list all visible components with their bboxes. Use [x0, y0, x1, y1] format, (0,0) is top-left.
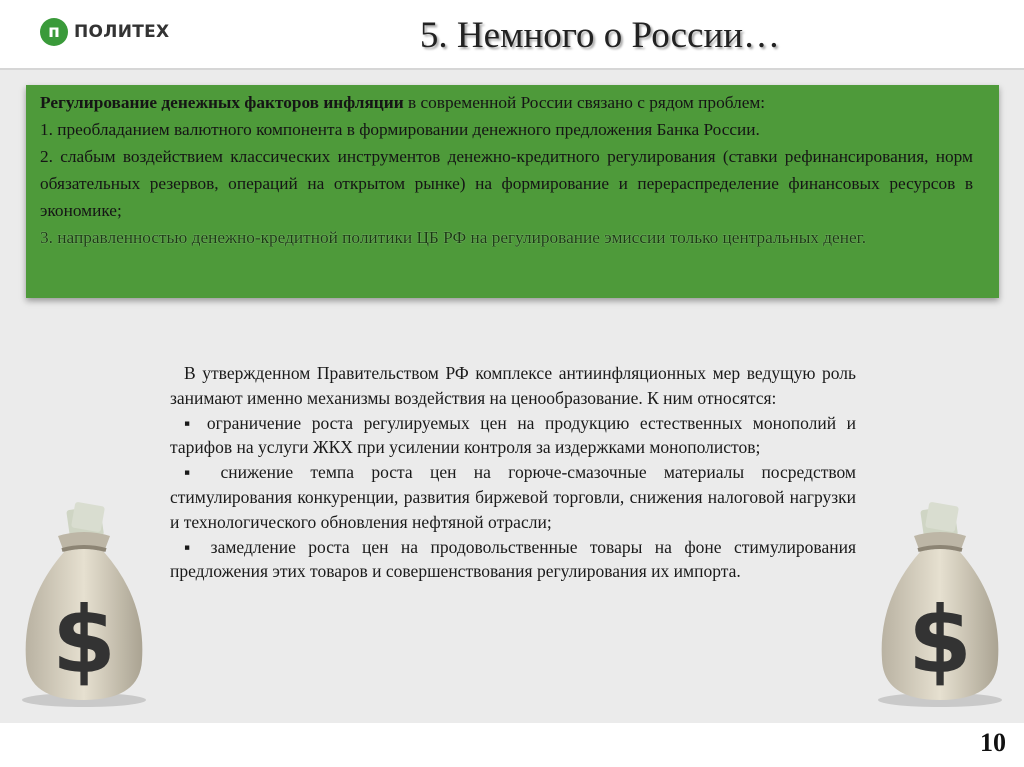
money-bag-icon [874, 500, 1006, 710]
measures-text [170, 361, 856, 584]
measure-bullet-2: ▪ снижение темпа роста цен на горюче-смазочные материалы посредством стимулирования конкуренции, развития биржевой торговли, снижения налоговой нагрузки и технологического обновления нефтяной отрасли; [170, 462, 856, 532]
header [0, 0, 1024, 68]
page-number: 10 [980, 728, 1006, 757]
measure-bullet-3: ▪ замедление роста цен на продовольственные товары на фоне стимулирования предложения этих товаров и совершенствования регулирования их импорта. [170, 536, 856, 582]
problem-item-2: 2. слабым воздействием классических инструментов денежно-кредитного регулирования (ставки рефинансирования, норм обязательных резервов, операций на открытом рынке) на формирование и перераспределение финансовых ресурсов в экономике; [40, 147, 973, 220]
svg-text:$: $ [51, 587, 117, 694]
problem-item-3: 3. направленностью денежно-кредитной политики ЦБ РФ на регулирование эмиссии только центральных денег. [40, 228, 867, 247]
slide-title: 5. Немного о России… [419, 15, 781, 56]
logo-text: ПОЛИТЕХ [74, 22, 170, 42]
footer [0, 723, 1024, 767]
svg-text:$: $ [907, 587, 973, 694]
measure-bullet-1: ▪ ограничение роста регулируемых цен на продукцию естественных монополий и тарифов на услуги ЖКХ при усилении контроля за издержками монополистов; [170, 412, 856, 458]
measures-intro: В утвержденном Правительством РФ комплексе антиинфляционных мер ведущую роль занимают именно механизмы воздействия на ценообразование. К ним относятся: [170, 363, 856, 408]
problems-text [26, 89, 999, 251]
problem-item-1: 1. преобладанием валютного компонента в формировании денежного предложения Банка России. [40, 120, 760, 139]
lead-bold: Регулирование денежных факторов инфляции [40, 93, 404, 112]
politech-logo [40, 16, 169, 48]
problems-lead [30, 89, 973, 116]
lead-rest: в современной России связано с рядом проблем: [403, 93, 766, 112]
money-bag-icon [18, 500, 150, 710]
logo-mark: п [40, 18, 68, 46]
